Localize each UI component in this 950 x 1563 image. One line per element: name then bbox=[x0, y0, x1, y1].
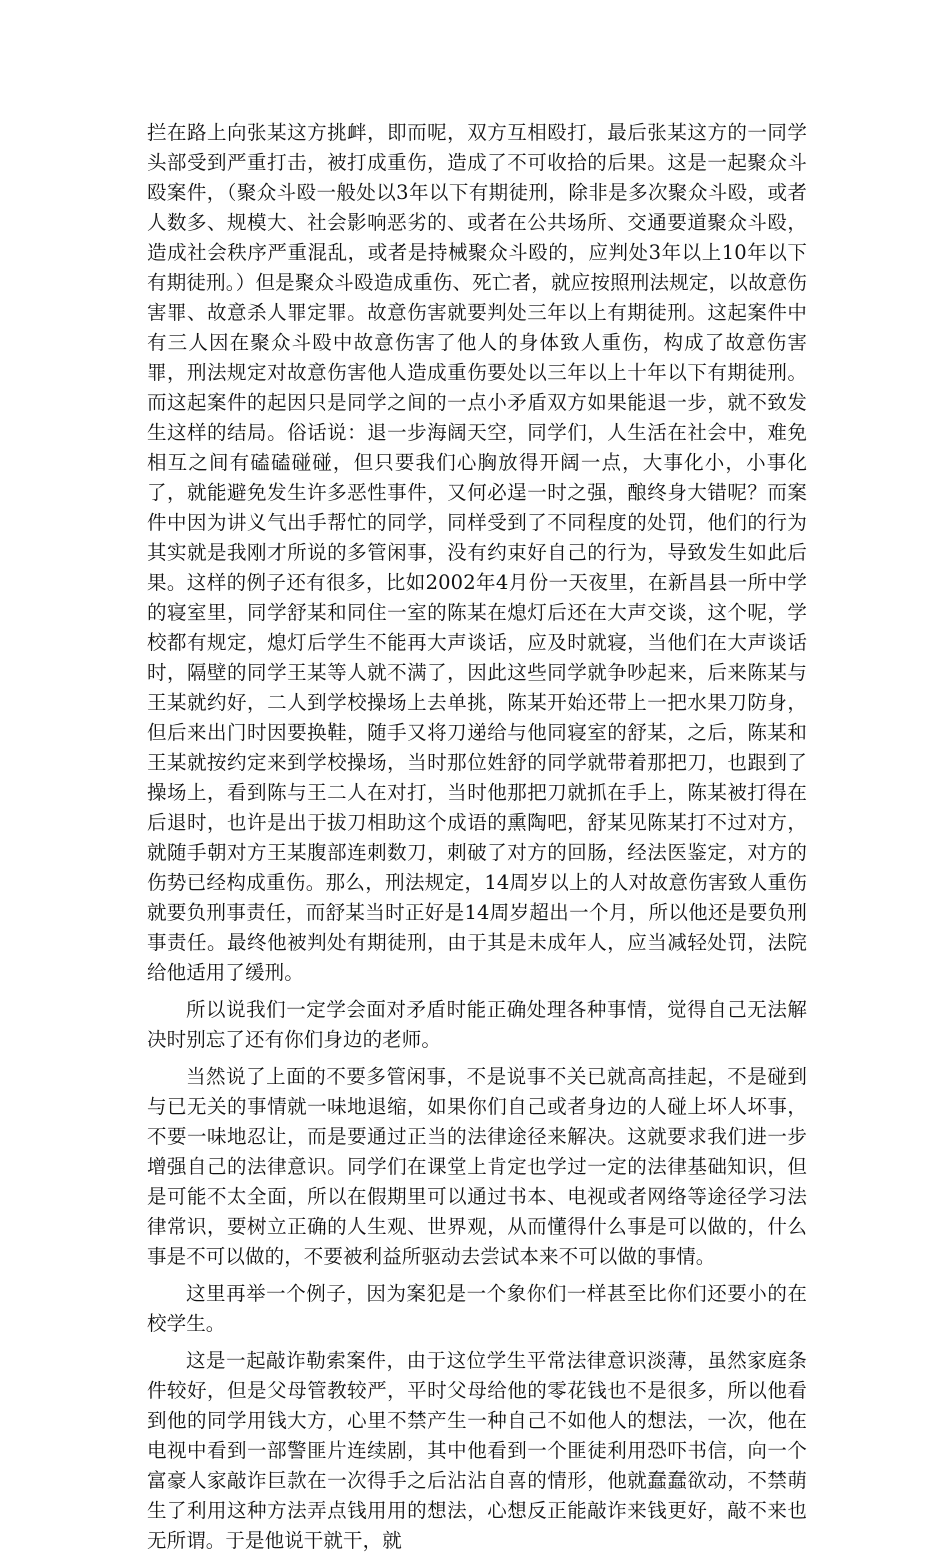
paragraph-extortion-case: 这是一起敲诈勒索案件，由于这位学生平常法律意识淡薄，虽然家庭条件较好，但是父母管教较严，平时父母给他的零花钱也不是很多，所以他看到他的同学用钱大方，心里不禁产生一种自己不如他人的想法，一次，他在电视中看到一部警匪片连续剧，其中他看到一个匪徒利用恐吓书信，向一个富豪人家敲诈巨款在一次得手之后沾沾自喜的情形，他就蠢蠢欲动，不禁萌生了利用这种方法弄点钱用用的想法，心想反正能敲诈来钱更好，敲不来也无所谓。于是他说干就干，就 bbox=[147, 1349, 807, 1552]
paragraph-another-example: 这里再举一个例子，因为案犯是一个象你们一样甚至比你们还要小的在校学生。 bbox=[147, 1282, 807, 1335]
paragraph-legal-awareness: 当然说了上面的不要多管闲事，不是说事不关已就高高挂起，不是碰到与已无关的事情就一味地退缩，如果你们自己或者身边的人碰上坏人坏事，不要一味地忍让，而是要通过正当的法律途径来解决。这就要求我们进一步增强自己的法律意识。同学们在课堂上肯定也学过一定的法律基础知识，但是可能不太全面，所以在假期里可以通过书本、电视或者网络等途径学习法律常识，要树立正确的人生观、世界观，从而懂得什么事是可以做的，什么事是不可以做的，不要被利益所驱动去尝试本来不可以做的事情。 bbox=[147, 1065, 807, 1268]
paragraph-case-1: 拦在路上向张某这方挑衅，即而呢，双方互相殴打，最后张某这方的一同学头部受到严重打击，被打成重伤，造成了不可收拾的后果。这是一起聚众斗殴案件，（聚众斗殴一般处以3年以下有期徒刑，除非是多次聚众斗殴，或者人数多、规模大、社会影响恶劣的、或者在公共场所、交通要道聚众斗殴，造成社会秩序严重混乱，或者是持械聚众斗殴的，应判处3年以上10年以下有期徒刑。）但是聚众斗殴造成重伤、死亡者，就应按照刑法规定，以故意伤害罪、故意杀人罪定罪。故意伤害就要判处三年以上有期徒刑。这起案件中有三人因在聚众斗殴中故意伤害了他人的身体致人重伤，构成了故意伤害罪，刑法规定对故意伤害他人造成重伤要处以三年以上十年以下有期徒刑。而这起案件的起因只是同学之间的一点小矛盾双方如果能退一步，就不致发生这样的结局。俗话说：退一步海阔天空，同学们，人生活在社会中，难免相互之间有磕磕碰碰，但只要我们心胸放得开阔一点，大事化小，小事化了，就能避免发生许多恶性事件，又何必逞一时之强，酿终身大错呢？而案件中因为讲义气出手帮忙的同学，同样受到了不同程度的处罚，他们的行为其实就是我刚才所说的多管闲事，没有约束好自己的行为，导致发生如此后果。这样的例子还有很多，比如2002年4月份一天夜里，在新昌县一所中学的寝室里，同学舒某和同住一室的陈某在熄灯后还在大声交谈，这个呢，学校都有规定，熄灯后学生不能再大声谈话，应及时就寝，当他们在大声谈话时，隔壁的同学王某等人就不满了，因此这些同学就争吵起来，后来陈某与王某就约好，二人到学校操场上去单挑，陈某开始还带上一把水果刀防身，但后来出门时因要换鞋，随手又将刀递给与他同寝室的舒某，之后，陈某和王某就按约定来到学校操场，当时那位姓舒的同学就带着那把刀，也跟到了操场上，看到陈与王二人在对打，当时他那把刀就抓在手上，陈某被打得在后退时，也许是出于拔刀相助这个成语的熏陶吧，舒某见陈某打不过对方，就随手朝对方王某腹部连刺数刀，刺破了对方的回肠，经法医鉴定，对方的伤势已经构成重伤。那么，刑法规定，14周岁以上的人对故意伤害致人重伤就要负刑事责任，而舒某当时正好是14周岁超出一个月，所以他还是要负刑事责任。最终他被判处有期徒刑，由于其是未成年人，应当减轻处罚，法院给他适用了缓刑。 bbox=[147, 121, 807, 984]
document-body bbox=[147, 118, 807, 1563]
paragraph-advice-teacher: 所以说我们一定学会面对矛盾时能正确处理各种事情，觉得自己无法解决时别忘了还有你们身边的老师。 bbox=[147, 998, 807, 1051]
